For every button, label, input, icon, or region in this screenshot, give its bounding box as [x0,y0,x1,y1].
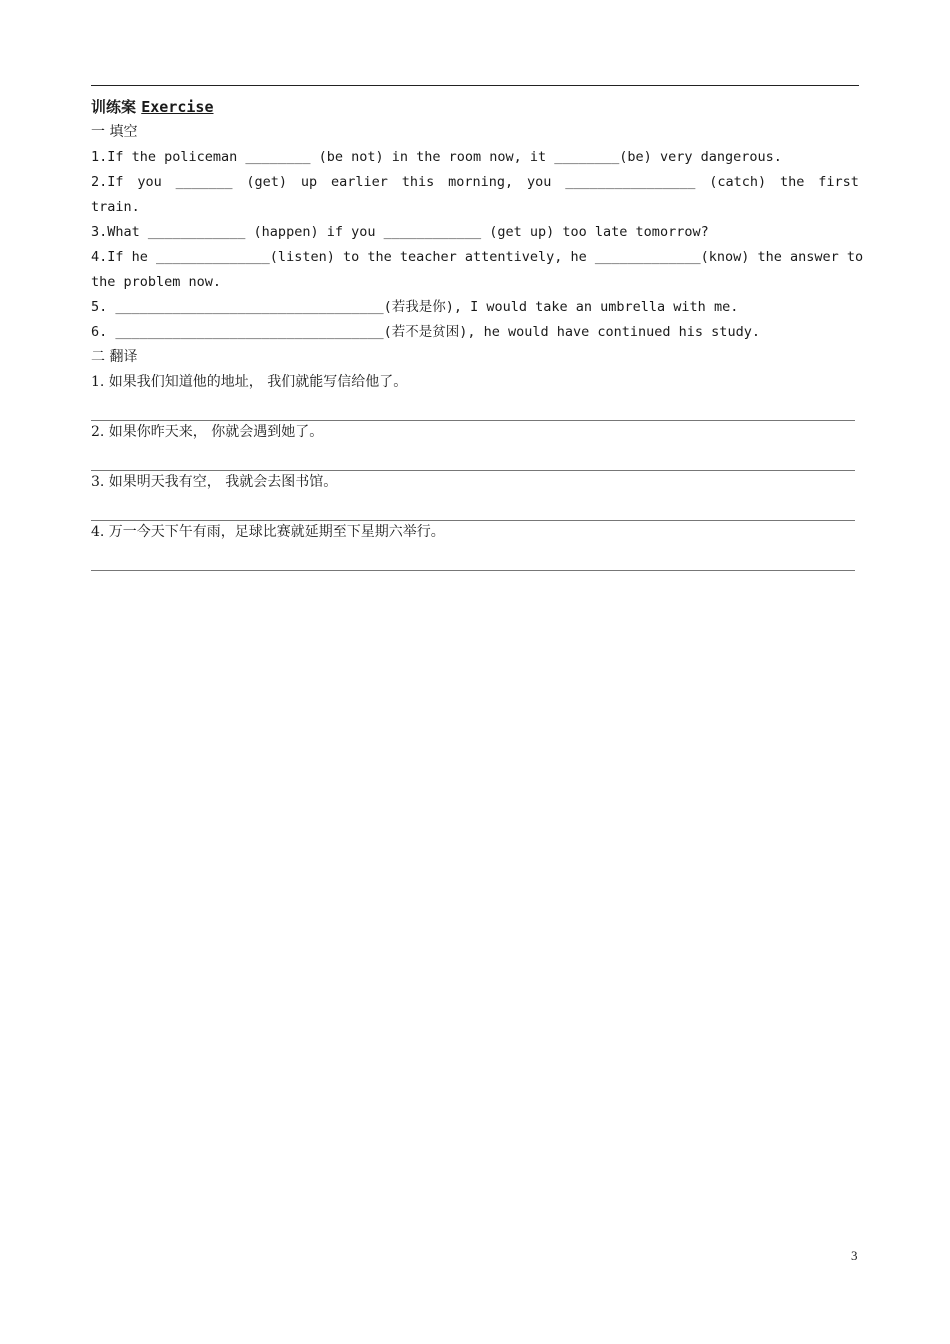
fill-item-5: 5. _________________________________(若我是你), I would take an umbrella with me. [91,299,739,315]
fill-item-4-line1: 4.If he ______________(listen) to the teacher attentively, he _____________(know) the answer to [91,249,864,265]
translate-prompt: 3. 如果明天我有空， 我就会去图书馆。 [91,474,338,490]
translate-item-2 [91,420,859,470]
answer-line [91,395,855,421]
page-number: 3 [851,1248,858,1263]
section2-heading: 二 翻译 [91,349,138,365]
blank: ________________ [565,174,696,190]
fill-item-3: 3.What ____________ (happen) if you ____________ (get up) too late tomorrow? [91,224,709,240]
word: this [401,174,435,190]
answer-line [91,495,855,521]
header-rule [91,85,859,86]
translate-item-1 [91,370,859,420]
word: morning, [448,174,514,190]
translate-prompt: 4. 万一今天下午有雨，足球比赛就延期至下星期六举行。 [91,524,445,540]
exercise-content [91,95,864,570]
word: the [779,174,805,190]
fill-item-6: 6. _________________________________(若不是贫困), he would have continued his study. [91,324,760,340]
word: up [300,174,318,190]
fill-item-1: 1.If the policeman ________ (be not) in the room now, it ________(be) very dangerous. [91,149,782,165]
fill-item-2-line2: train. [91,199,140,215]
blank: _______ [175,174,233,190]
word: you [137,174,162,190]
section1-heading: 一 填空 [91,124,138,140]
fill-item-4-line2: the problem now. [91,274,222,290]
fill-item-2-line1 [91,170,859,195]
word: 2.If [91,174,124,190]
word: you [527,174,552,190]
word: earlier [331,174,388,190]
translate-prompt: 2. 如果你昨天来， 你就会遇到她了。 [91,424,324,440]
word: first [818,174,859,190]
word: (get) [246,174,288,190]
translate-item-3 [91,470,859,520]
translate-item-4 [91,520,859,570]
title-en: Exercise [141,98,214,116]
answer-line [91,445,855,471]
word: (catch) [709,174,767,190]
title-cn: 训练案 [91,98,137,116]
answer-line [91,545,855,571]
translate-prompt: 1. 如果我们知道他的地址， 我们就能写信给他了。 [91,374,408,390]
exercise-title [91,95,859,120]
